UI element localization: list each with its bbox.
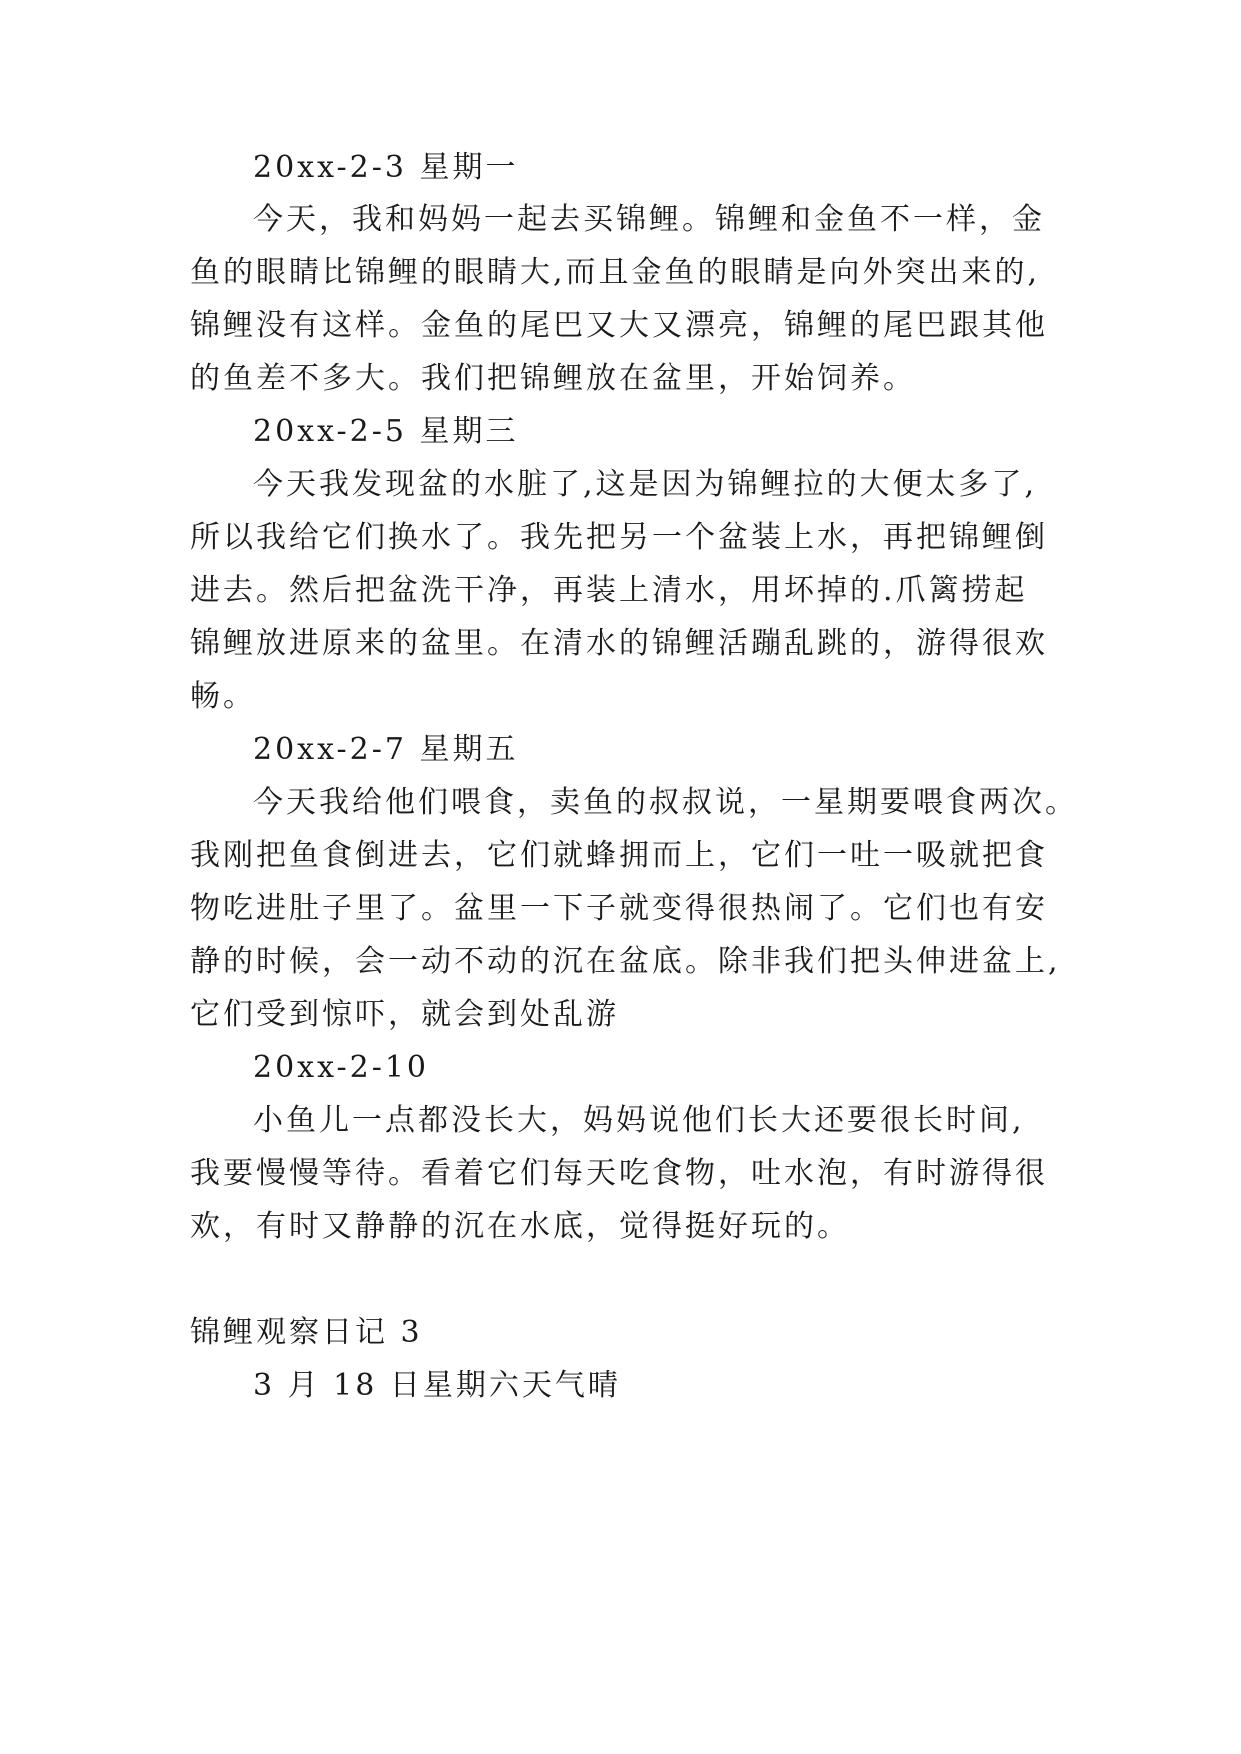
entry-date: 20xx-2-3 星期一	[253, 150, 519, 185]
paragraph-line: 锦鲤放进原来的盆里。在清水的锦鲤活蹦乱跳的，游得很欢	[190, 626, 1048, 661]
entry-date: 20xx-2-5 星期三	[253, 414, 519, 449]
paragraph-line: 小鱼儿一点都没长大，妈妈说他们长大还要很长时间,	[253, 1103, 1025, 1138]
paragraph-line: 所以我给它们换水了。我先把另一个盆装上水，再把锦鲤倒	[190, 520, 1048, 555]
entry-date: 20xx-2-7 星期五	[253, 732, 519, 767]
paragraph-line: 我刚把鱼食倒进去，它们就蜂拥而上，它们一吐一吸就把食	[190, 838, 1048, 873]
paragraph-line: 欢，有时又静静的沉在水底，觉得挺好玩的。	[190, 1209, 850, 1244]
paragraph-line: 我要慢慢等待。看着它们每天吃食物，吐水泡，有时游得很	[190, 1156, 1048, 1191]
paragraph-line: 今天，我和妈妈一起去买锦鲤。锦鲤和金鱼不一样，金	[253, 202, 1045, 237]
paragraph-line: 今天我给他们喂食，卖鱼的叔叔说，一星期要喂食两次。	[253, 785, 1078, 820]
paragraph-line: 的鱼差不多大。我们把锦鲤放在盆里，开始饲养。	[190, 361, 916, 396]
paragraph-line: 物吃进肚子里了。盆里一下子就变得很热闹了。它们也有安	[190, 891, 1048, 926]
paragraph-line: 今天我发现盆的水脏了,这是因为锦鲤拉的大便太多了,	[253, 467, 1038, 502]
paragraph-line: 进去。然后把盆洗干净，再装上清水，用坏掉的.爪篱捞起	[190, 573, 1028, 608]
paragraph-line: 静的时候，会一动不动的沉在盆底。除非我们把头伸进盆上,	[190, 944, 1061, 979]
paragraph-line: 畅。	[190, 679, 256, 714]
paragraph-line: 它们受到惊吓，就会到处乱游	[190, 997, 619, 1032]
entry-date: 3 月 18 日星期六天气晴	[253, 1368, 621, 1403]
section-title: 锦鲤观察日记 3	[190, 1315, 423, 1350]
paragraph-line: 鱼的眼睛比锦鲤的眼睛大,而且金鱼的眼睛是向外突出来的,	[190, 255, 1041, 290]
entry-date: 20xx-2-10	[253, 1050, 430, 1085]
paragraph-line: 锦鲤没有这样。金鱼的尾巴又大又漂亮，锦鲤的尾巴跟其他	[190, 308, 1048, 343]
